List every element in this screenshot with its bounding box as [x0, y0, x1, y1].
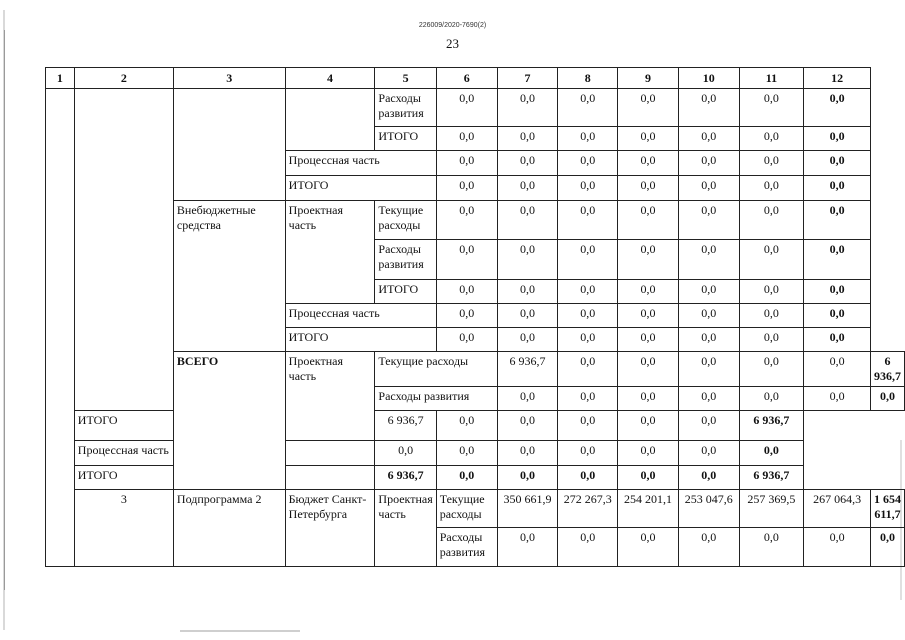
total-cell: 0,0: [871, 528, 905, 567]
value-cell: 0,0: [678, 89, 739, 127]
value-cell: 0,0: [436, 201, 497, 240]
table-cell: [74, 89, 173, 411]
value-cell: 0,0: [804, 387, 871, 411]
value-cell: 253 047,6: [678, 490, 739, 528]
value-cell: 0,0: [804, 352, 871, 387]
value-cell: 0,0: [678, 528, 739, 567]
value-cell: 0,0: [739, 328, 804, 352]
value-cell: 0,0: [497, 528, 558, 567]
value-cell: 0,0: [618, 328, 679, 352]
value-cell: 0,0: [678, 411, 739, 441]
value-cell: 0,0: [618, 387, 679, 411]
value-cell: 0,0: [618, 352, 679, 387]
header-cell: 4: [285, 68, 375, 89]
value-cell: 6 936,7: [375, 411, 436, 441]
value-cell: 0,0: [618, 89, 679, 127]
value-cell: 0,0: [436, 441, 497, 466]
value-cell: 0,0: [558, 151, 618, 176]
value-cell: 0,0: [558, 528, 618, 567]
value-cell: 0,0: [678, 151, 739, 176]
program-cell: Подпрограмма 2: [173, 490, 285, 567]
value-cell: 0,0: [558, 466, 618, 490]
row-label: Текущие расходы: [375, 352, 497, 387]
value-cell: 0,0: [497, 89, 558, 127]
value-cell: 0,0: [558, 328, 618, 352]
value-cell: 0,0: [739, 201, 804, 240]
value-cell: 0,0: [497, 176, 558, 201]
row-label: Расходы развития: [436, 528, 497, 567]
value-cell: 0,0: [618, 280, 679, 304]
total-cell: 0,0: [804, 127, 871, 151]
document-stamp: 226009/2020-7690(2): [418, 22, 487, 29]
value-cell: 0,0: [618, 127, 679, 151]
value-cell: 0,0: [618, 528, 679, 567]
value-cell: 0,0: [678, 441, 739, 466]
table-row: [46, 466, 905, 490]
value-cell: 0,0: [558, 387, 618, 411]
total-cell: 0,0: [871, 387, 905, 411]
value-cell: 0,0: [739, 304, 804, 328]
value-cell: 0,0: [678, 328, 739, 352]
row-label: ИТОГО: [285, 328, 436, 352]
value-cell: 0,0: [678, 352, 739, 387]
value-cell: 0,0: [497, 328, 558, 352]
row-label: Расходы развития: [375, 387, 497, 411]
value-cell: 0,0: [678, 304, 739, 328]
value-cell: 257 369,5: [739, 490, 804, 528]
value-cell: 0,0: [618, 201, 679, 240]
value-cell: 0,0: [618, 466, 679, 490]
value-cell: 0,0: [618, 304, 679, 328]
header-cell: 9: [618, 68, 679, 89]
value-cell: 0,0: [436, 328, 497, 352]
value-cell: 0,0: [497, 441, 558, 466]
table-row: [46, 490, 905, 528]
value-cell: 0,0: [436, 304, 497, 328]
total-cell: 0,0: [804, 328, 871, 352]
row-label: Процессная часть: [285, 304, 436, 328]
value-cell: 0,0: [375, 441, 436, 466]
total-cell: 0,0: [739, 441, 804, 466]
row-label: Процессная часть: [285, 151, 436, 176]
part-cell: Проектная часть: [285, 352, 375, 441]
part-cell: Проектная часть: [285, 201, 375, 304]
value-cell: 0,0: [678, 201, 739, 240]
value-cell: 0,0: [558, 304, 618, 328]
value-cell: 0,0: [739, 528, 804, 567]
value-cell: 0,0: [558, 280, 618, 304]
source-cell: Бюджет Санкт-Петербурга: [285, 490, 375, 567]
value-cell: 0,0: [436, 176, 497, 201]
value-cell: 0,0: [497, 411, 558, 441]
value-cell: 0,0: [436, 280, 497, 304]
header-cell: 2: [74, 68, 173, 89]
total-cell: 0,0: [804, 280, 871, 304]
value-cell: 0,0: [739, 240, 804, 280]
value-cell: 254 201,1: [618, 490, 679, 528]
row-label: Расходы развития: [375, 89, 436, 127]
value-cell: 350 661,9: [497, 490, 558, 528]
value-cell: 272 267,3: [558, 490, 618, 528]
row-label: Процессная часть: [74, 441, 375, 466]
value-cell: 0,0: [497, 240, 558, 280]
value-cell: 6 936,7: [375, 466, 436, 490]
total-cell: 6 936,7: [739, 411, 804, 441]
value-cell: 0,0: [436, 89, 497, 127]
value-cell: 0,0: [558, 411, 618, 441]
value-cell: 0,0: [497, 151, 558, 176]
total-cell: 0,0: [804, 89, 871, 127]
header-cell: 7: [497, 68, 558, 89]
table-row: [46, 201, 905, 240]
total-cell: 0,0: [804, 201, 871, 240]
scan-edge-mark: [180, 630, 300, 632]
header-cell: 6: [436, 68, 497, 89]
header-cell: 3: [173, 68, 285, 89]
header-cell: 10: [678, 68, 739, 89]
row-label: ИТОГО: [375, 280, 436, 304]
value-cell: 0,0: [497, 387, 558, 411]
value-cell: 0,0: [497, 466, 558, 490]
total-cell: 1 654 611,7: [871, 490, 905, 528]
value-cell: 0,0: [558, 176, 618, 201]
value-cell: 0,0: [678, 240, 739, 280]
total-cell: 0,0: [804, 240, 871, 280]
value-cell: 0,0: [739, 387, 804, 411]
value-cell: 0,0: [497, 201, 558, 240]
value-cell: 0,0: [678, 387, 739, 411]
table-cell: [173, 89, 285, 201]
table-row: [46, 89, 905, 127]
value-cell: 0,0: [739, 151, 804, 176]
header-cell: 12: [804, 68, 871, 89]
value-cell: 0,0: [739, 127, 804, 151]
row-number: 3: [74, 490, 173, 567]
row-label: Расходы развития: [375, 240, 436, 280]
value-cell: 0,0: [678, 127, 739, 151]
value-cell: 6 936,7: [497, 352, 558, 387]
value-cell: 0,0: [618, 176, 679, 201]
value-cell: 0,0: [558, 201, 618, 240]
header-cell: 11: [739, 68, 804, 89]
value-cell: 0,0: [678, 176, 739, 201]
header-cell: 8: [558, 68, 618, 89]
row-label: Текущие расходы: [436, 490, 497, 528]
value-cell: 0,0: [739, 89, 804, 127]
value-cell: 0,0: [558, 89, 618, 127]
total-cell: 6 936,7: [871, 352, 905, 387]
table-row: [46, 411, 905, 441]
value-cell: 0,0: [497, 127, 558, 151]
total-cell: 0,0: [804, 176, 871, 201]
value-cell: 0,0: [497, 280, 558, 304]
table-row: [46, 352, 905, 387]
value-cell: 0,0: [618, 411, 679, 441]
value-cell: 267 064,3: [804, 490, 871, 528]
header-cell: 5: [375, 68, 436, 89]
row-label: ИТОГО: [375, 127, 436, 151]
total-cell: 0,0: [804, 151, 871, 176]
value-cell: 0,0: [558, 240, 618, 280]
value-cell: 0,0: [436, 127, 497, 151]
row-label: ИТОГО: [74, 466, 375, 490]
total-cell: 6 936,7: [739, 466, 804, 490]
value-cell: 0,0: [678, 280, 739, 304]
table-header-row: [46, 68, 905, 89]
value-cell: 0,0: [436, 151, 497, 176]
value-cell: 0,0: [739, 352, 804, 387]
table-cell: [46, 89, 75, 567]
table-cell: [285, 89, 375, 151]
value-cell: 0,0: [739, 280, 804, 304]
vsego-cell: ВСЕГО: [173, 352, 285, 490]
page-number: 23: [446, 36, 459, 51]
table-row: [46, 441, 905, 466]
value-cell: 0,0: [436, 411, 497, 441]
value-cell: 0,0: [436, 240, 497, 280]
row-label: Текущие расходы: [375, 201, 436, 240]
part-cell: Проектная часть: [375, 490, 436, 567]
row-label: ИТОГО: [74, 411, 285, 441]
budget-table: [45, 67, 905, 567]
total-cell: 0,0: [804, 304, 871, 328]
value-cell: 0,0: [618, 441, 679, 466]
source-cell: Внебюджетные средства: [173, 201, 285, 352]
value-cell: 0,0: [558, 441, 618, 466]
value-cell: 0,0: [558, 127, 618, 151]
value-cell: 0,0: [558, 352, 618, 387]
header-cell: 1: [46, 68, 75, 89]
scan-edge-mark: [4, 30, 5, 590]
row-label: ИТОГО: [285, 176, 436, 201]
value-cell: 0,0: [678, 466, 739, 490]
value-cell: 0,0: [804, 528, 871, 567]
value-cell: 0,0: [618, 151, 679, 176]
value-cell: 0,0: [739, 176, 804, 201]
value-cell: 0,0: [618, 240, 679, 280]
value-cell: 0,0: [436, 466, 497, 490]
value-cell: 0,0: [497, 304, 558, 328]
